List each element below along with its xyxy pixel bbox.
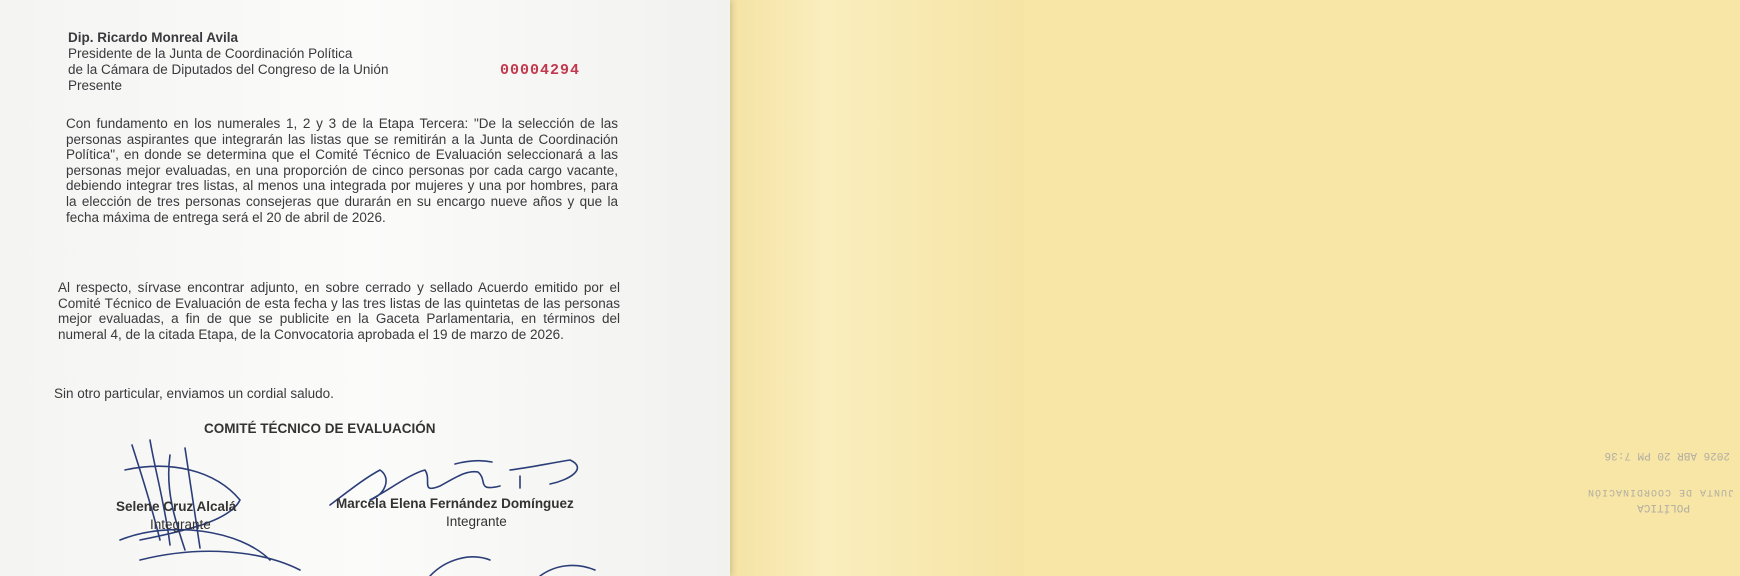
signatory-name: Marcela Elena Fernández Domínguez [336, 496, 574, 511]
recipient-name: Dip. Ricardo Monreal Avila [68, 30, 239, 45]
recipient-line: Presidente de la Junta de Coordinación Política [68, 46, 353, 61]
stamp-line: JUNTA DE COORDINACIÓN [1586, 486, 1734, 497]
stamp-line: POLÍTICA [1637, 501, 1690, 513]
letter-page [0, 0, 730, 576]
body-paragraph: Al respecto, sírvase encontrar adjunto, en sobre cerrado y sellado Acuerdo emitido por el Comité Técnico de Evaluación de esta fecha y las tres listas de las quintetas de las personas mejor evaluadas, a fin de que se publicite en la Gaceta Parlamentaria, en términos del numeral 4, de la citada Etapa, de la Convocatoria aprobada el 19 de marzo de 2026. [58, 280, 620, 342]
recipient-line: Presente [68, 78, 123, 93]
recipient-line: de la Cámara de Diputados del Congreso de la Unión [68, 62, 389, 77]
signatory-role: Integrante [150, 517, 211, 532]
closing-paragraph: Sin otro particular, enviamos un cordial saludo. [54, 386, 334, 401]
body-paragraph: Con fundamento en los numerales 1, 2 y 3 de la Etapa Tercera: "De la selección de las personas aspirantes que integrarán las listas que se remitirán a la Junta de Coordinación Política", en donde se determina que el Comité Técnico de Evaluación seleccionará a las personas mejor evaluadas, en una proporción de cinco personas por cada cargo vacante, debiendo integrar tres listas, al menos una integrada por mujeres y una por hombres, para la elección de tres personas consejeras que durarán en su encargo nueve años y que la fecha máxima de entrega será el 20 de abril de 2026. [66, 116, 618, 225]
signatory-role: Integrante [446, 514, 507, 529]
committee-title: COMITÉ TÉCNICO DE EVALUACIÓN [204, 421, 436, 436]
folio-number: 00004294 [500, 62, 581, 79]
signature-scribbles [0, 0, 730, 576]
envelope-background [718, 0, 1734, 576]
stamp-line: 2026 ABR 20 PM 7:36 [1604, 449, 1730, 461]
received-stamp [1586, 404, 1740, 514]
signatory-name: Selene Cruz Alcalá [116, 499, 237, 514]
